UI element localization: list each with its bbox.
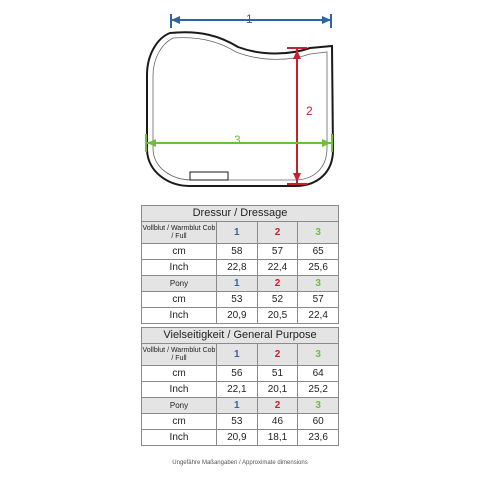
cell-value: 20,9 (217, 308, 258, 324)
col-header-2: 2 (257, 398, 298, 414)
size-table-dressage (141, 205, 339, 324)
cell-value: 51 (257, 366, 298, 382)
table-row (142, 430, 339, 446)
col-header-3: 3 (298, 222, 339, 244)
dim3-arrow-right (322, 139, 331, 147)
cell-value: 25,6 (298, 260, 339, 276)
table-row (142, 292, 339, 308)
row-unit: cm (142, 366, 217, 382)
cell-value: 52 (257, 292, 298, 308)
saddle-pad-diagram (0, 0, 480, 200)
row-unit: cm (142, 414, 217, 430)
cell-value: 57 (298, 292, 339, 308)
col-header-1: 1 (217, 398, 258, 414)
strap-loop (190, 172, 228, 180)
dim1-label: 1 (246, 12, 253, 26)
dim1-arrow-right (322, 16, 331, 24)
cell-value: 18,1 (257, 430, 298, 446)
saddle-pad-drawing (0, 0, 480, 200)
table-row (142, 244, 339, 260)
col-header-1: 1 (217, 344, 258, 366)
col-header-3: 3 (298, 276, 339, 292)
cell-value: 53 (217, 292, 258, 308)
group-label: Pony (142, 398, 217, 414)
cell-value: 53 (217, 414, 258, 430)
cell-value: 22,1 (217, 382, 258, 398)
group-label: Pony (142, 276, 217, 292)
table-row (142, 382, 339, 398)
row-unit: Inch (142, 430, 217, 446)
size-table-general-purpose (141, 327, 339, 446)
col-header-3: 3 (298, 398, 339, 414)
dim3-arrow-left (147, 139, 156, 147)
cell-value: 22,8 (217, 260, 258, 276)
group-label: Vollblut / Warmblut Cob / Full (142, 222, 217, 244)
row-unit: Inch (142, 382, 217, 398)
cell-value: 25,2 (298, 382, 339, 398)
cell-value: 23,6 (298, 430, 339, 446)
footnote: Ungefähre Maßangaben / Approximate dimensions (172, 460, 308, 466)
col-header-2: 2 (257, 276, 298, 292)
table-row (142, 366, 339, 382)
col-header-2: 2 (257, 344, 298, 366)
cell-value: 58 (217, 244, 258, 260)
row-unit: cm (142, 244, 217, 260)
table-row (142, 308, 339, 324)
dim1-arrow-left (171, 16, 180, 24)
cell-value: 65 (298, 244, 339, 260)
dim2-arrow-bottom (293, 173, 301, 182)
cell-value: 60 (298, 414, 339, 430)
dim2-label: 2 (306, 104, 313, 118)
row-unit: Inch (142, 260, 217, 276)
table-row (142, 414, 339, 430)
group-label: Vollblut / Warmblut Cob / Full (142, 344, 217, 366)
row-unit: cm (142, 292, 217, 308)
table-row (142, 260, 339, 276)
cell-value: 22,4 (257, 260, 298, 276)
cell-value: 57 (257, 244, 298, 260)
cell-value: 20,5 (257, 308, 298, 324)
cell-value: 20,9 (217, 430, 258, 446)
table-title: Dressur / Dressage (142, 206, 339, 222)
table-title: Vielseitigkeit / General Purpose (142, 328, 339, 344)
cell-value: 64 (298, 366, 339, 382)
cell-value: 22,4 (298, 308, 339, 324)
cell-value: 46 (257, 414, 298, 430)
col-header-2: 2 (257, 222, 298, 244)
dim3-label: 3 (234, 133, 241, 147)
col-header-1: 1 (217, 222, 258, 244)
cell-value: 20,1 (257, 382, 298, 398)
cell-value: 56 (217, 366, 258, 382)
col-header-1: 1 (217, 276, 258, 292)
col-header-3: 3 (298, 344, 339, 366)
row-unit: Inch (142, 308, 217, 324)
